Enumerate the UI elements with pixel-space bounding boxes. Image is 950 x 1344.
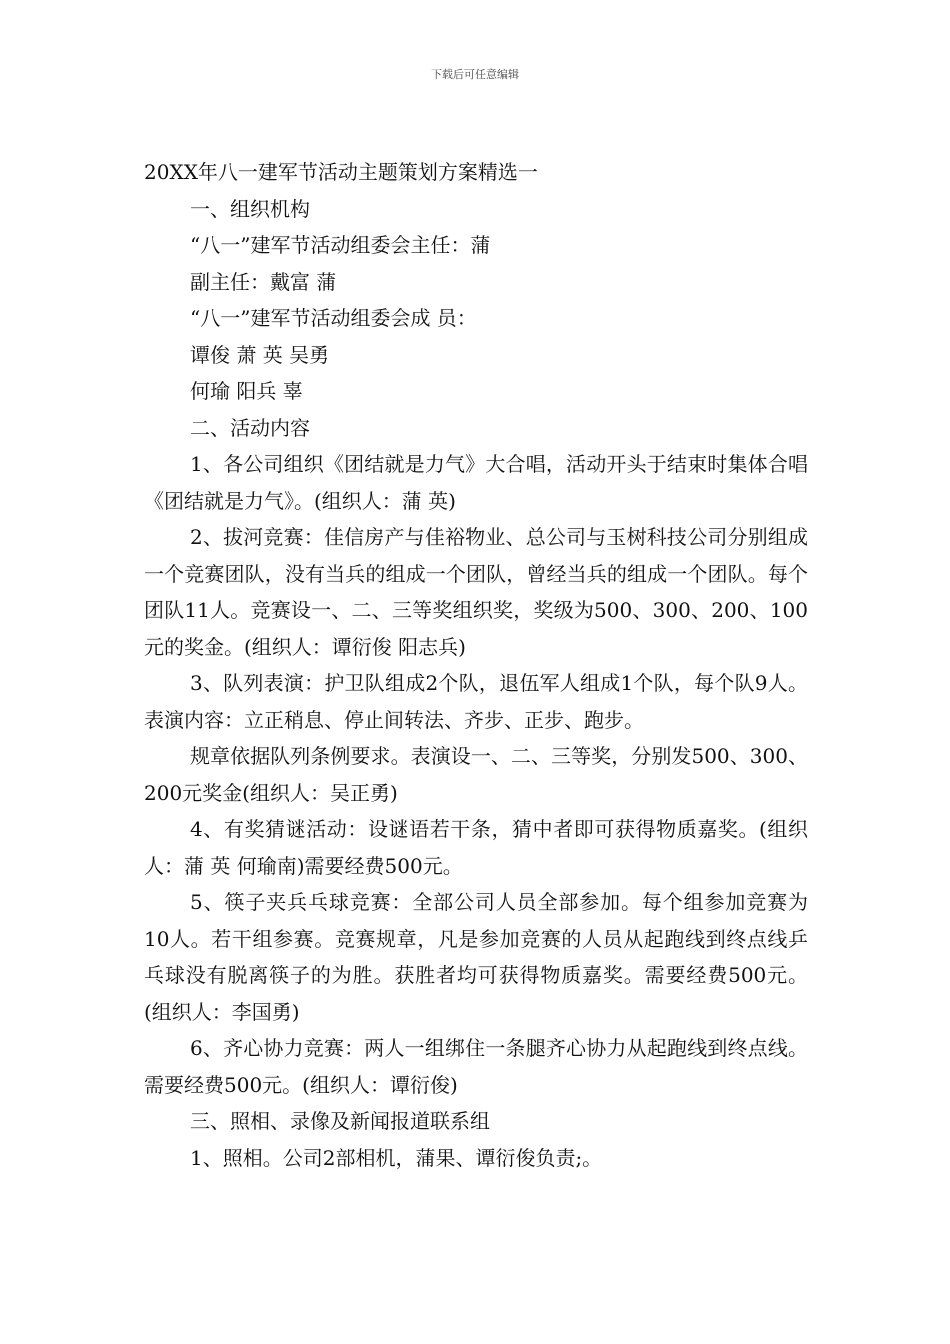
activity-item-drill: 3、队列表演：护卫队组成2个队，退伍军人组成1个队，每个队9人。表演内容：立正稍息、停止间转法、齐步、正步、跑步。 [144,671,808,732]
activity-item-chopsticks-pingpong: 5、筷子夹兵乓球竞赛：全部公司人员全部参加。每个组参加竞赛为10人。若干组参赛。竞赛规章，凡是参加竞赛的人员从起跑线到终点线乒乓球没有脱离筷子的为胜。获胜者均可获得物质嘉奖。需要经费500元。(组织人：李国勇) [144,890,808,1024]
document-title: 20XX年八一建军节活动主题策划方案精选一 [144,160,538,184]
committee-deputy: 副主任：戴富 蒲 [190,269,337,294]
committee-members-row: 谭俊 萧 英 吴勇 [190,342,330,367]
section-heading-media: 三、照相、录像及新闻报道联系组 [190,1109,490,1133]
committee-members-row: 何瑜 阳兵 辜 [190,379,303,403]
media-item-photography: 1、照相。公司2部相机，蒲果、谭衍俊负责;。 [190,1145,603,1170]
section-heading-organization: 一、组织机构 [190,196,310,221]
document-body [144,154,808,1176]
page-header-note: 下载后可任意编辑 [431,68,519,81]
committee-director: “八一”建军节活动组委会主任：蒲 [190,233,491,257]
activity-item-three-legged-race: 6、齐心协力竞赛：两人一组绑住一条腿齐心协力从起跑线到终点线。需要经费500元。(组织人：谭衍俊) [144,1036,808,1097]
activity-item-tug-of-war: 2、拔河竞赛：佳信房产与佳裕物业、总公司与玉树科技公司分别组成一个竞赛团队，没有当兵的组成一个团队，曾经当兵的组成一个团队。每个团队11人。竞赛设一、二、三等奖组织奖，奖级为500、300、200、100元的奖金。(组织人：谭衍俊 阳志兵) [144,525,808,659]
activity-item-chorus: 1、各公司组织《团结就是力气》大合唱，活动开头于结束时集体合唱《团结就是力气》。(组织人：蒲 英) [144,452,808,513]
activity-item-riddles: 4、有奖猜谜活动：设谜语若干条，猜中者即可获得物质嘉奖。(组织人：蒲 英 何瑜南)需要经费500元。 [144,817,808,878]
section-heading-activities: 二、活动内容 [190,415,310,440]
activity-item-drill-rules: 规章依据队列条例要求。表演设一、二、三等奖，分别发500、300、200元奖金(组织人：吴正勇) [144,744,808,805]
committee-members-label: “八一”建军节活动组委会成 员： [190,306,477,330]
